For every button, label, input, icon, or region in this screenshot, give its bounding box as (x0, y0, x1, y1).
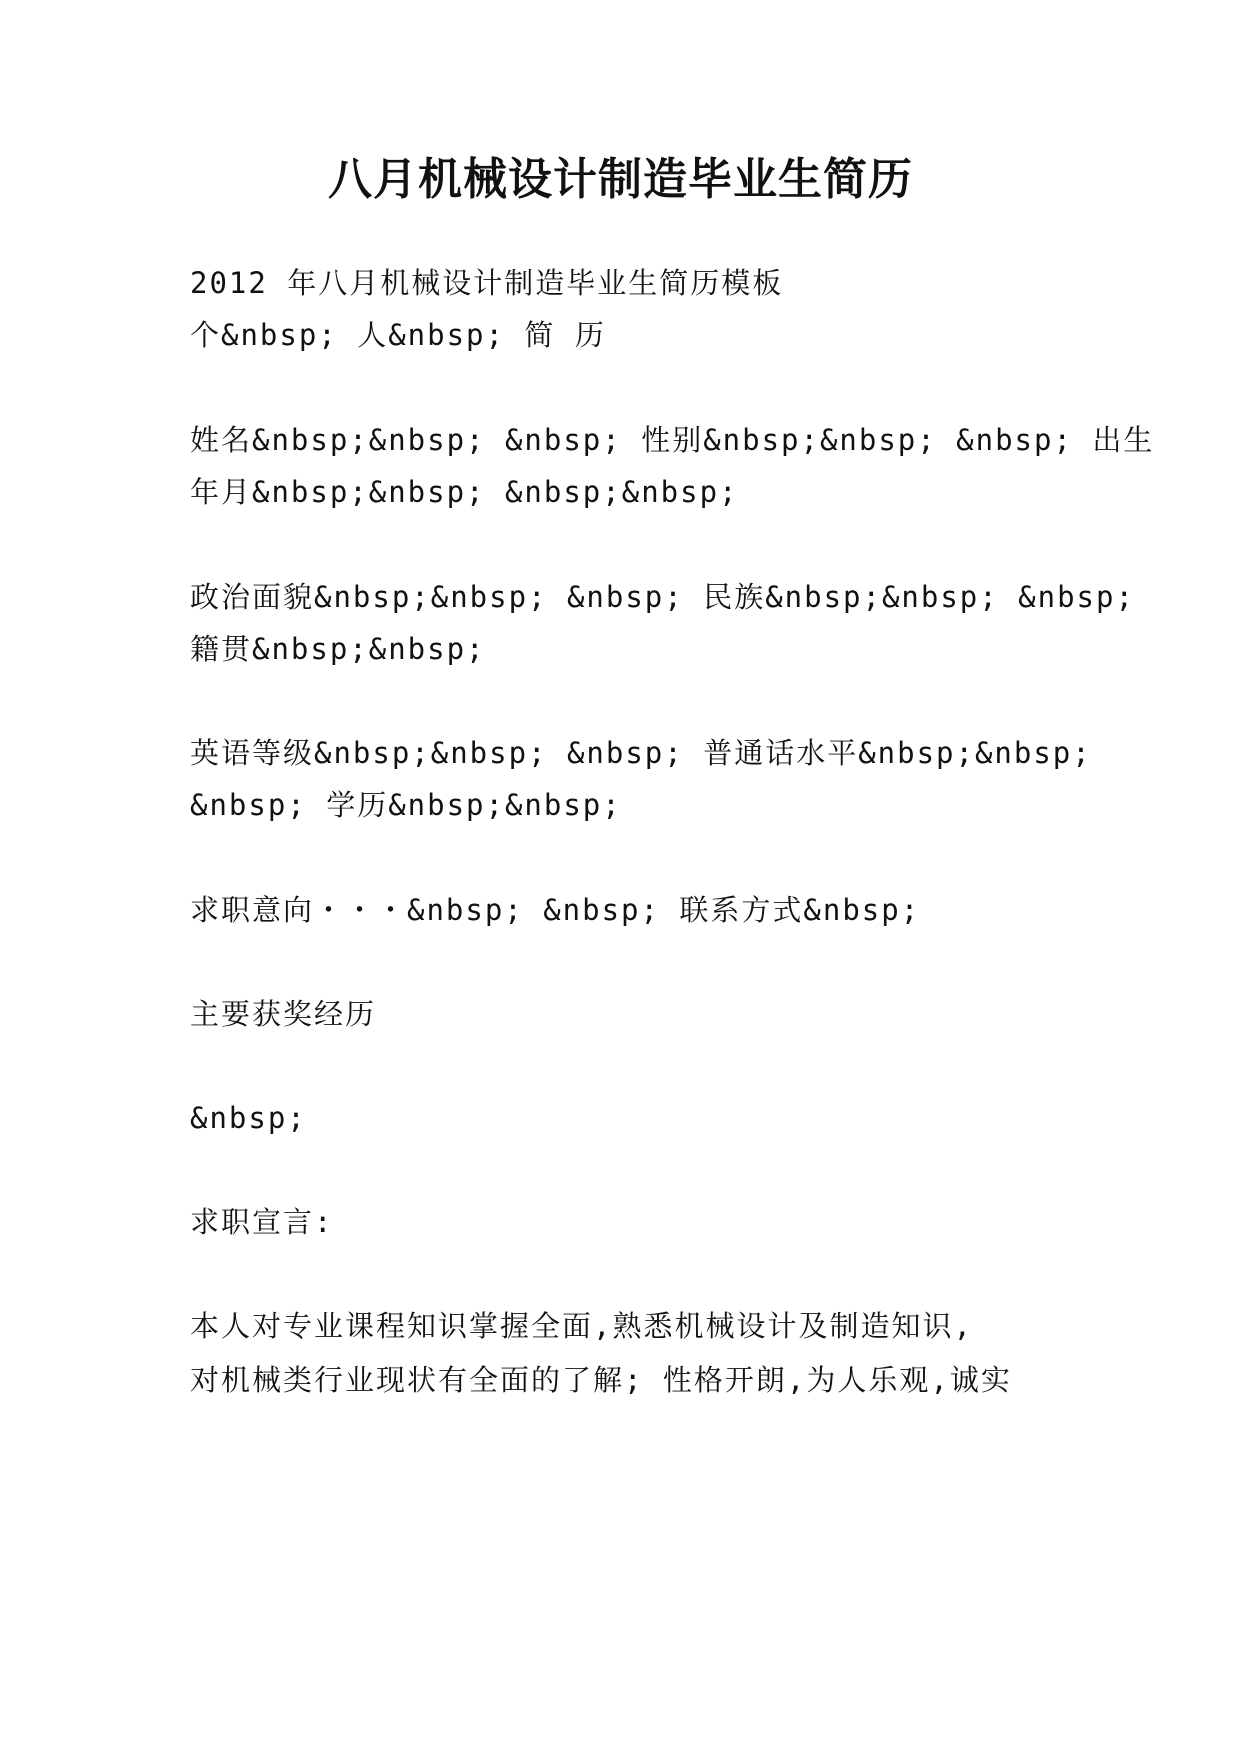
text-line: &nbsp; (190, 1101, 307, 1135)
text-line: 本人对专业课程知识掌握全面,熟悉机械设计及制造知识, (190, 1309, 973, 1343)
text-line: 英语等级&nbsp;&nbsp; &nbsp; 普通话水平&nbsp;&nbsp; (190, 736, 1092, 770)
text-line: 求职意向・・・&nbsp; &nbsp; 联系方式&nbsp; (190, 893, 921, 927)
text-line: 个&nbsp; 人&nbsp; 简 历 (190, 318, 606, 352)
text-line: &nbsp; 学历&nbsp;&nbsp; (190, 788, 622, 822)
text-line: 年月&nbsp;&nbsp; &nbsp;&nbsp; (190, 475, 739, 509)
text-line: 姓名&nbsp;&nbsp; &nbsp; 性别&nbsp;&nbsp; &nbsp; 出生 (190, 423, 1155, 457)
text-line: 政治面貌&nbsp;&nbsp; &nbsp; 民族&nbsp;&nbsp; &nbsp; (190, 580, 1135, 614)
text-line: 主要获奖经历 (190, 997, 377, 1031)
text-line: 籍贯&nbsp;&nbsp; (190, 632, 486, 666)
text-line: 求职宣言: (190, 1205, 334, 1239)
document-title: 八月机械设计制造毕业生简历 (328, 154, 913, 205)
text-line: 2012 年八月机械设计制造毕业生简历模板 (190, 266, 784, 300)
text-line: 对机械类行业现状有全面的了解; 性格开朗,为人乐观,诚实 (190, 1363, 1012, 1397)
